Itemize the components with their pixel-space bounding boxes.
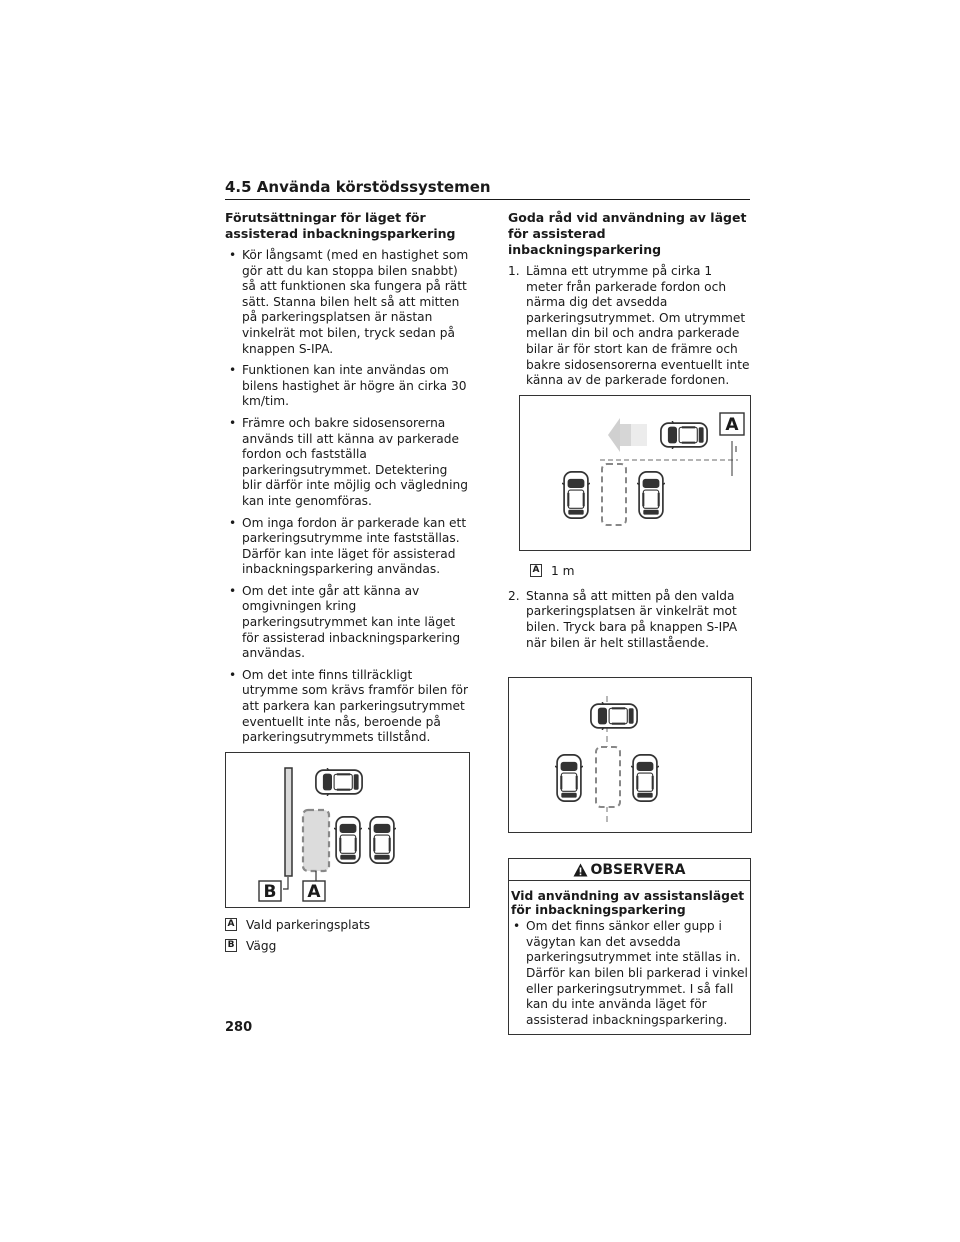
parked-car-icon xyxy=(637,472,665,518)
parking-space-outline xyxy=(602,464,626,525)
parked-car-icon xyxy=(334,817,362,863)
ego-car-icon xyxy=(661,421,707,449)
warning-bullet: • Om det finns sänkor eller gupp i vägytan kan det avsedda parkeringsutrymmet inte ställas in. Därför kan bilen bli parkerad i vinkel eller parkeringsutrymmet. I så fall kan du inte använda läget för assisterad inbackningsparkering. xyxy=(513,919,748,1028)
step-text: Stanna så att mitten på den valda parkeringsplatsen är vinkelrät mot bilen. Tryck bara på knappen S-IPA när bilen är helt stillastående. xyxy=(526,588,738,650)
page-number: 280 xyxy=(225,1020,253,1035)
warning-body xyxy=(509,881,750,1034)
parked-car-icon xyxy=(368,817,396,863)
legend-key: B xyxy=(225,939,237,952)
legend-item xyxy=(225,938,470,954)
figure-stop-position xyxy=(508,677,752,833)
legend-item xyxy=(225,917,470,933)
legend-key: A xyxy=(530,564,542,577)
section-title: 4.5 Använda körstödssystemen xyxy=(225,178,491,196)
parked-car-icon xyxy=(562,472,590,518)
legend-text: 1 m xyxy=(551,563,575,578)
bullet-item: • Om inga fordon är parkerade kan ett parkeringsutrymme inte fastställas. Därför kan inte läget för assisterad inbackningsparkering användas. xyxy=(229,516,470,578)
section-header xyxy=(225,178,750,200)
parking-space-outline xyxy=(596,747,620,807)
label-b: B xyxy=(263,881,277,902)
ego-car-icon xyxy=(316,768,362,796)
step-number: 1. xyxy=(508,264,520,278)
right-column xyxy=(508,210,751,1035)
step-item xyxy=(508,264,751,389)
legend-text: Vägg xyxy=(246,938,277,953)
figure-drawing xyxy=(226,753,469,907)
label-a: A xyxy=(725,414,739,435)
bullet-item: • Kör långsamt (med en hastighet som gör att du kan stoppa bilen snabbt) så att funktionen ska fungera på rätt sätt. Stanna bilen helt så att mitten på parkeringsplatsen är nästan vinkelrät mot bilen, tryck sedan på knappen S-IPA. xyxy=(229,248,470,357)
ego-car-icon xyxy=(591,702,637,730)
step-number: 2. xyxy=(508,588,520,603)
motion-arrow-fade xyxy=(631,424,647,446)
left-heading: Förutsättningar för läget för assisterad inbackningsparkering xyxy=(225,210,456,241)
wall-shape xyxy=(285,768,292,876)
warning-title: Vid användning av assistansläget för inbackningsparkering xyxy=(511,889,745,918)
bullet-item: • Funktionen kan inte användas om bilens hastighet är högre än cirka 30 km/tim. xyxy=(229,363,470,410)
warning-box xyxy=(508,858,751,1035)
left-column xyxy=(225,210,470,956)
bullet-item: • Om det inte går att känna av omgivningen kring parkeringsutrymmet kan inte läget för assisterad inbackningsparkering användas. xyxy=(229,584,470,662)
step-item xyxy=(508,589,751,651)
parked-car-icon xyxy=(555,755,583,801)
figure-parking-space-wall xyxy=(225,752,470,908)
bullet-item: • Om det inte finns tillräckligt utrymme som krävs framför bilen för att parkera kan parkeringsutrymmet eventuellt inte nås, beroende på parkeringsutrymmets tillstånd. xyxy=(229,668,470,746)
legend-text: Vald parkeringsplats xyxy=(246,917,371,932)
step-text: Lämna ett utrymme på cirka 1 meter från parkerade fordon och närma dig det avsedda parkeringsutrymmet. Om utrymmet mellan din bil och andra parkerade bilar är för stort kan de främre och bakre sidosensorerna eventuellt inte känna av de parkerade fordonen. xyxy=(526,264,750,388)
callout-line-b xyxy=(283,877,288,889)
bullet-item: • Främre och bakre sidosensorerna används till att känna av parkerade fordon och fastställa parkeringsutrymmet. Detektering blir därför inte möjlig och vägledning kan inte genomföras. xyxy=(229,416,470,510)
figure-approach-distance xyxy=(519,395,751,551)
warning-head-text: OBSERVERA xyxy=(590,861,686,878)
warning-header xyxy=(509,859,750,881)
figure-drawing xyxy=(520,396,750,550)
label-a: A xyxy=(307,881,321,902)
parked-car-icon xyxy=(631,755,659,801)
parking-space-outline xyxy=(303,810,329,871)
legend-key: A xyxy=(225,918,237,931)
motion-arrow-icon xyxy=(608,418,620,452)
figure-drawing xyxy=(509,678,751,832)
legend-item xyxy=(530,563,751,579)
warning-icon xyxy=(573,863,588,877)
right-heading: Goda råd vid användning av läget för assisterad inbackningsparkering xyxy=(508,210,747,257)
